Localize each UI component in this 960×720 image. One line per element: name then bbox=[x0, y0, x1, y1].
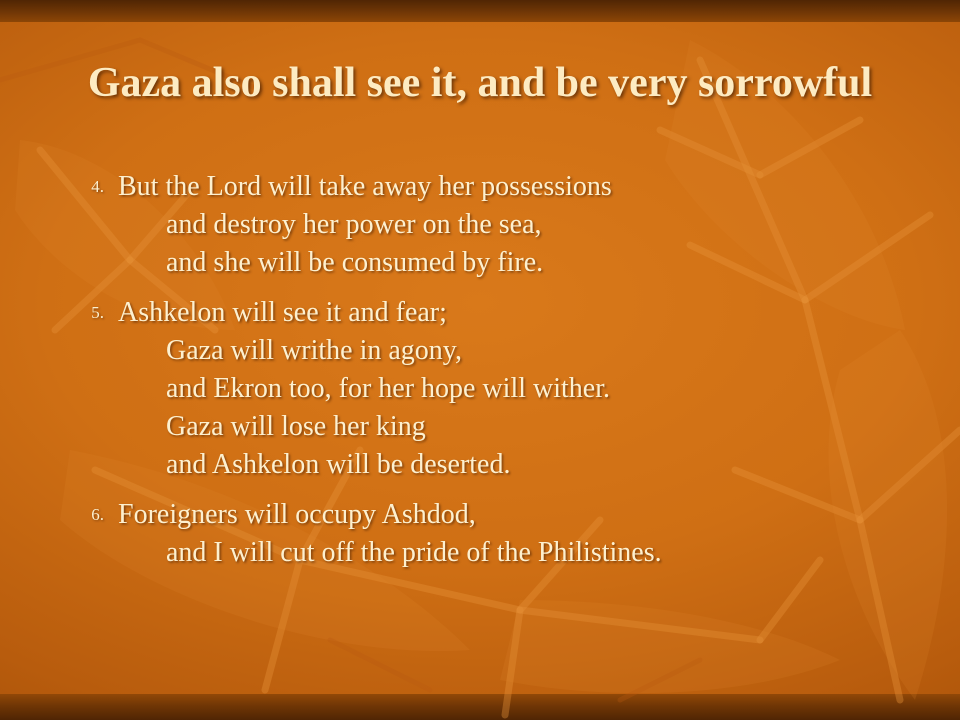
verse-text bbox=[118, 168, 924, 282]
verse-number: 6. bbox=[91, 505, 104, 524]
verse-line: Foreigners will occupy Ashdod, bbox=[118, 499, 476, 530]
page-title: Gaza also shall see it, and be very sorrowful bbox=[87, 60, 873, 107]
verse-line: and destroy her power on the sea, bbox=[166, 209, 542, 240]
verse-line: Ashkelon will see it and fear; bbox=[118, 297, 447, 328]
verse-list bbox=[44, 168, 924, 584]
verse-text bbox=[118, 294, 924, 484]
verse-line: Gaza will writhe in agony, bbox=[166, 335, 462, 366]
verse-line: Gaza will lose her king bbox=[166, 411, 426, 442]
list-item bbox=[44, 294, 924, 484]
verse-line: and Ekron too, for her hope will wither. bbox=[166, 373, 611, 404]
verse-line: But the Lord will take away her possessions bbox=[118, 171, 612, 202]
verse-line: and Ashkelon will be deserted. bbox=[166, 449, 511, 480]
list-item bbox=[44, 496, 924, 572]
verse-text bbox=[118, 496, 924, 572]
verse-line: and she will be consumed by fire. bbox=[166, 247, 544, 278]
list-item bbox=[44, 168, 924, 282]
verse-number: 4. bbox=[91, 177, 104, 196]
verse-number: 5. bbox=[91, 303, 104, 322]
verse-line: and I will cut off the pride of the Philistines. bbox=[166, 537, 662, 568]
